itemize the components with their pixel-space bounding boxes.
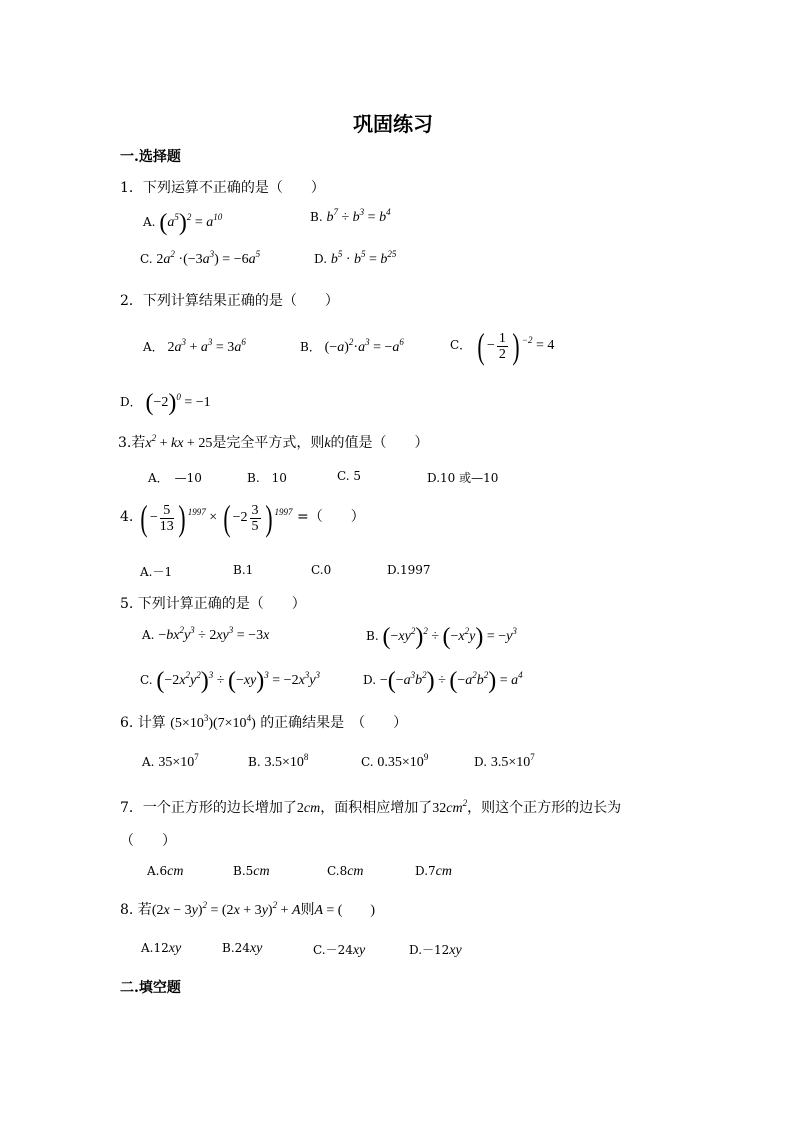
question-7-stem: 7．一个正方形的边长增加了2cm，面积相应增加了$32cm^2$，则这个正方形的边长为 <box>120 798 622 816</box>
question-1-option-d: D. $b^5 \cdot b^5 = b^{25}$ <box>314 249 397 267</box>
section-choice-heading: 一.选择题 <box>120 149 181 165</box>
question-8-stem: 8. 若$(2x - 3y)^2 = (2x + 3y)^2 + A$则A = ( ) <box>120 900 376 918</box>
question-7-option-b: B.5cm <box>233 864 270 879</box>
question-3-stem: 3.若$x^2$ + kx + 25是完全平方式，则k的值是（ ） <box>118 433 429 451</box>
page-title: 巩固练习 <box>353 112 433 136</box>
question-5-option-d: D. $-(-a^3b^2) \div (-a^2b^2) = a^4$ <box>363 668 523 694</box>
question-5-option-c: C. $(-2x^2y^2)^3 \div (-xy)^3 = -2x^3y^3$ <box>140 668 321 694</box>
question-1-option-a: A. $(a^5)^2 = a^{10}$ <box>143 210 223 236</box>
question-1-option-c: C. $2a^2 \cdot(-3a^3) = -6a^5$ <box>140 249 261 267</box>
question-2-option-d: D． $(-2)^0 = -1$ <box>120 390 211 416</box>
question-6-option-c: C. $0.35\times 10^9$ <box>361 752 429 770</box>
question-6-stem: 6. 计算 $(5\times 10^3)(7\times 10^4)$ 的正确结果是 （ ） <box>120 713 408 731</box>
question-4-stem: 4. ( − $\frac{5}{13}$ ) $^{1997}$ × ( −2 $\frac{3}{5}$ ) $^{1997}$ =（ ） <box>120 498 365 538</box>
question-8-option-b: B.24xy <box>222 941 263 956</box>
question-4-option-c: C.0 <box>311 563 332 577</box>
question-8-option-d: D.－12xy <box>409 943 462 958</box>
question-7-option-d: D.7cm <box>415 864 452 879</box>
question-2-option-b: B． $(-a)^2\cdot a^3 = -a^6$ <box>300 337 404 355</box>
question-2-option-c: C． ( − $\frac{1}{2}$ ) $^{-2}$ = 4 <box>450 326 555 366</box>
question-2-stem: 2．下列计算结果正确的是（ ） <box>120 293 339 309</box>
question-8-option-a: A.12xy <box>141 941 182 956</box>
question-3-option-b: B. 10 <box>247 471 287 485</box>
question-5-option-b: B. $(-xy^2)^2 \div (-x^2y) = -y^3$ <box>366 624 517 650</box>
question-4-option-b: B.1 <box>233 563 254 577</box>
question-6-option-d: D. $3.5\times 10^7$ <box>474 752 535 770</box>
question-3-option-a: A． —10 <box>148 471 202 485</box>
question-7-option-c: C.8cm <box>327 864 364 879</box>
question-5-stem: 5. 下列计算正确的是（ ） <box>120 596 306 612</box>
question-6-option-b: B. $3.5\times 10^8$ <box>248 752 309 770</box>
question-6-option-a: A. $35\times 10^7$ <box>142 752 199 770</box>
question-7-stem-cont: （ ） <box>120 833 176 849</box>
question-1-stem: 1．下列运算不正确的是（ ） <box>120 180 325 196</box>
question-4-option-d: D.1997 <box>387 563 431 577</box>
question-7-option-a: A.6cm <box>147 864 184 879</box>
question-5-option-a: A. $-bx^2y^3 \div 2xy^3 = -3x$ <box>142 625 270 643</box>
question-3-option-c: C. 5 <box>337 469 362 483</box>
question-8-option-c: C.－24xy <box>313 943 366 958</box>
question-2-option-a: A． $2a^3 + a^3 = 3a^6$ <box>143 337 246 355</box>
question-3-option-d: D.10 或—10 <box>427 471 499 485</box>
question-4-option-a: A.－1 <box>140 565 173 579</box>
section-fill-heading: 二.填空题 <box>120 980 181 996</box>
question-1-option-b: B. $b^7 \div b^3 = b^4$ <box>310 207 391 225</box>
